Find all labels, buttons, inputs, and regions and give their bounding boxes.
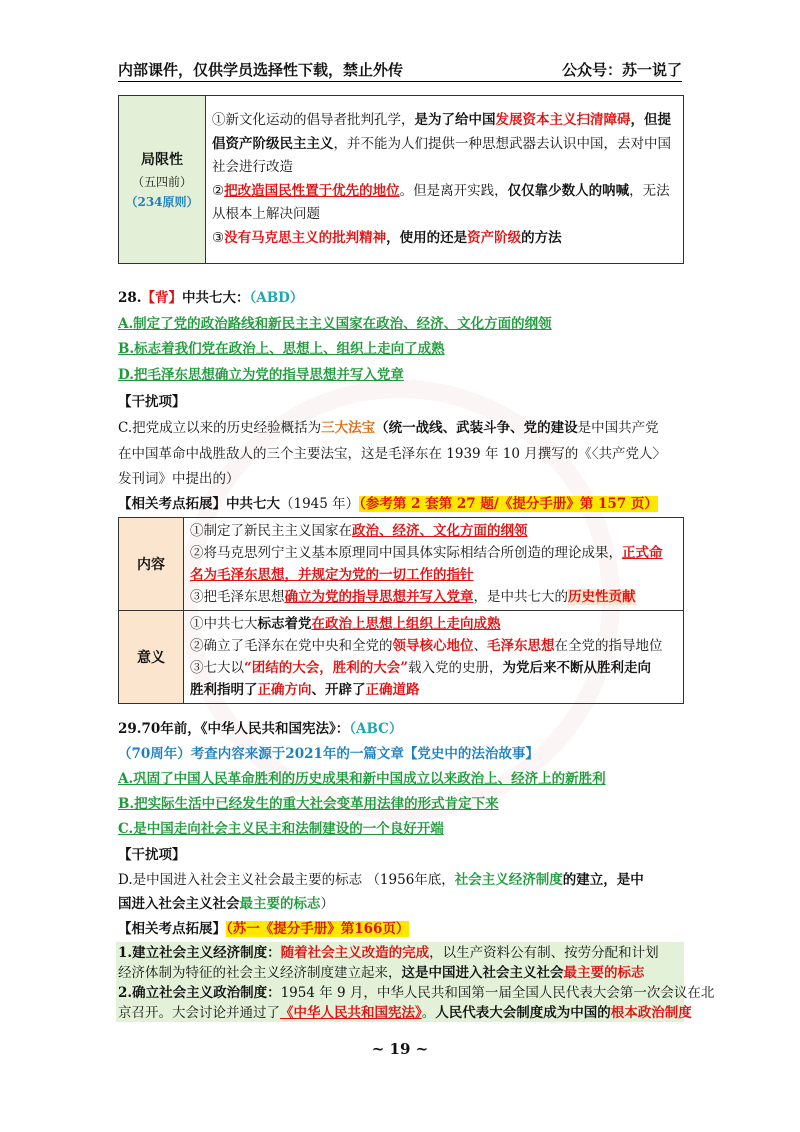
t2-m4c: 、开辟了 <box>311 682 366 698</box>
t1-r6b: 没有马克思主义的批判精神 <box>224 229 387 246</box>
limitations-sub1: （五四前） <box>131 174 192 189</box>
q29-note-a: （70周年） <box>118 746 191 762</box>
q28-ext-a: 【相关考点拓展】 <box>118 496 226 512</box>
q28-c-line1 <box>118 417 659 439</box>
t2-m1b: 标志着党 <box>257 616 312 632</box>
q29-ext-ref: （苏一《提分手册》第166页） <box>226 921 410 937</box>
t2-c2b: 正式命 <box>622 545 663 561</box>
q29-ext-a: 【相关考点拓展】 <box>118 921 226 937</box>
q29-e-line1 <box>118 942 659 964</box>
limitations-label: 局限性 <box>141 151 183 168</box>
t2-c4d: 历史性贡献 <box>568 589 636 605</box>
q29-title <box>118 718 402 740</box>
q29-option-a: A.巩固了中国人民革命胜利的历史成果和新中国成立以来政治上、经济上的新胜利 <box>118 771 606 787</box>
t1-r6d: 资产阶级 <box>467 229 522 246</box>
q28-c1b: 三大法宝 <box>321 420 376 436</box>
q29-d2a: 国进入社会主义社会 <box>118 896 240 912</box>
q28-c1c: （统一战线、武装斗争、党的建设 <box>375 420 578 436</box>
q29-option-c: C.是中国走向社会主义民主和法制建设的一个良好开端 <box>118 821 444 837</box>
q28-title <box>118 287 303 309</box>
q29-e-line2 <box>118 962 645 984</box>
q28-option-b: B.标志着我们党在政治上、思想上、组织上走向了成熟 <box>118 341 445 357</box>
limitations-label-cell <box>119 96 206 264</box>
limitations-content <box>206 96 684 264</box>
header-right: 公众号：苏一说了 <box>561 61 682 79</box>
q29-d2c: ） <box>320 896 334 912</box>
t2-m3a: ③七大以 <box>190 660 244 676</box>
t1-r4b: 把改造国民性置于优先的地位 <box>224 182 400 199</box>
q29-option-b: B.把实际生活中已经发生的重大社会变革用法律的形式肯定下来 <box>118 796 499 812</box>
t2-c4a: ③把毛泽东思想 <box>190 589 285 605</box>
t1-r1b: 是为了给中国 <box>414 112 496 128</box>
limitations-sub2: （234原则） <box>125 194 199 209</box>
t1-r4d: 仅仅靠少数人的呐喊 <box>507 182 630 199</box>
t2-m2a: ②确立了毛泽东在党中央和全党的 <box>190 638 393 654</box>
q29-answer: （ABC） <box>349 721 403 737</box>
t2-m4a: 胜利指明了 <box>190 682 258 698</box>
t1-r4e: ，无法 <box>629 182 670 199</box>
t2-m3c: 载入党的史册， <box>408 660 503 676</box>
q29-d1b: 社会主义经济制度 <box>454 872 563 888</box>
q29-distractor-heading: 【干扰项】 <box>118 847 186 863</box>
t2-c3: 名为毛泽东思想，并规定为党的一切工作的指针 <box>190 567 474 583</box>
t2-m1a: ①中共七大 <box>190 616 258 632</box>
t2-m2d: 毛泽东思想 <box>487 638 555 654</box>
t1-r4c: 。但是离开实践， <box>399 182 508 199</box>
t1-r6e: 的方法 <box>521 229 562 246</box>
t1-r3: 社会进行改造 <box>212 159 293 175</box>
q29-e4a: 京召开。大会讨论并通过了 <box>118 1005 280 1021</box>
content-label: 内容 <box>119 518 184 611</box>
t2-m3d: 为党后来不断从胜利走向 <box>502 660 652 676</box>
limitations-table <box>118 95 684 264</box>
q28-ext-ref: （参考第 2 套第 27 题/《提分手册》第 157 页） <box>359 496 658 512</box>
q28-option-a: A.制定了党的政治路线和新民主主义国家在政治、经济、文化方面的纲领 <box>118 316 552 332</box>
q28-title-text: 中共七大： <box>182 290 250 306</box>
t2-m2e: 在全党的指导地位 <box>554 638 663 654</box>
q29-d2b: 最主要的标志 <box>239 896 321 912</box>
q28-distractor-heading: 【干扰项】 <box>118 394 186 410</box>
q29-title-text: 29.70年前，《中华人民共和国宪法》： <box>118 721 350 737</box>
q29-e4b: 《中华人民共和国宪法》 <box>280 1005 422 1021</box>
t2-c4c: ，是中共七大的 <box>473 589 568 605</box>
q29-d1a: D.是中国进入社会主义社会最主要的标志 （1956年底， <box>118 872 455 888</box>
q28-tag: 【背】 <box>141 290 182 306</box>
t2-m2c: 、 <box>473 638 487 654</box>
t1-r2b: ，并不能为人们提供一种思想武器去认识中国，去对中国 <box>333 135 671 152</box>
q29-extension <box>118 918 409 940</box>
q29-e3a: 2.确立社会主义政治制度： <box>118 985 281 1001</box>
page-header <box>118 60 682 82</box>
q29-e2c: 最主要的标志 <box>563 965 645 981</box>
q29-d-line1 <box>118 869 644 891</box>
q29-e2b: 这是中国进入社会主义社会 <box>401 965 564 981</box>
t2-c1b: 政治、经济、文化方面的纲领 <box>352 523 528 539</box>
q29-d-line2 <box>118 893 334 915</box>
q29-e1c: ，以生产资料公有制、按劳分配和计划 <box>429 945 659 961</box>
q28-extension <box>118 493 658 515</box>
t1-r5: 从根本上解决问题 <box>212 206 320 222</box>
q29-e4d: 人民代表大会制度成为中国的 <box>435 1005 611 1021</box>
content-cell <box>184 518 684 611</box>
page-number: ~ 19 ~ <box>371 1040 429 1058</box>
q29-note-c: 【党史中的法治故事】 <box>403 746 539 762</box>
t1-r6c: ，使用的还是 <box>386 229 468 246</box>
q29-e-line4 <box>118 1002 692 1024</box>
t2-m1c: 在政治上思想上组织上走向成熟 <box>311 616 501 632</box>
t2-m4d: 正确道路 <box>365 682 420 698</box>
q29-note-b: 考查内容来源于2021年的一篇文章 <box>190 746 404 762</box>
t1-r4a: ② <box>212 182 225 199</box>
seventh-congress-table <box>118 517 684 704</box>
t2-c2a: ②将马克思列宁主义基本原理同中国具体实际相结合所创造的理论成果， <box>190 545 622 561</box>
q28-c1d: 是中国共产党 <box>577 420 659 436</box>
q28-c1a: C.把党成立以来的历史经验概括为 <box>118 420 322 436</box>
header-left: 内部课件，仅供学员选择性下载，禁止外传 <box>118 61 404 79</box>
significance-label: 意义 <box>119 611 184 704</box>
q28-ext-b: 中共七大 <box>226 496 280 512</box>
q29-e3b: 1954 年 9 月，中华人民共和国第一届全国人民代表大会第一次会议在北 <box>280 985 715 1001</box>
q29-e4c: 。 <box>421 1005 436 1021</box>
t1-r1a: ①新文化运动的倡导者批判孔学， <box>212 112 415 128</box>
q29-e-line3 <box>118 982 714 1004</box>
q28-ext-c: （1945 年） <box>280 496 360 512</box>
q28-option-d: D.把毛泽东思想确立为党的指导思想并写入党章 <box>118 367 404 383</box>
q28-c-line3: 发刊词》中提出的） <box>118 471 240 487</box>
t1-r6a: ③ <box>212 229 225 246</box>
t2-c1a: ①制定了新民主主义国家在 <box>190 523 352 539</box>
q28-answer: （ABD） <box>249 290 304 306</box>
significance-cell <box>184 611 684 704</box>
q29-e4e: 根本政治制度 <box>610 1005 692 1021</box>
q29-d1c: 的建立，是中 <box>562 872 644 888</box>
t1-r1d: ，但提 <box>630 112 671 128</box>
q29-note <box>118 743 539 765</box>
q28-c-line2: 在中国革命中战胜敌人的三个主要法宝，这是毛泽东在 1939 年 10 月撰写的《〈共产党人〉 <box>118 446 666 462</box>
t2-m4b: 正确方向 <box>257 682 312 698</box>
t2-c4b: 确立为党的指导思想并写入党章 <box>284 589 474 605</box>
q29-e2a: 经济体制为特征的社会主义经济制度建立起来， <box>118 965 402 981</box>
q29-e1a: 1.建立社会主义经济制度： <box>118 945 281 961</box>
t2-m3b: “团结的大会，胜利的大会” <box>244 660 409 676</box>
t2-m2b: 领导核心地位 <box>392 638 474 654</box>
q28-num: 28. <box>118 290 142 306</box>
t1-r2a: 倡资产阶级民主主义 <box>212 135 334 152</box>
q29-e1b: 随着社会主义改造的完成 <box>280 945 430 961</box>
t1-r1c: 发展资本主义扫清障碍 <box>495 112 631 128</box>
q29-extension-box <box>116 942 715 1022</box>
